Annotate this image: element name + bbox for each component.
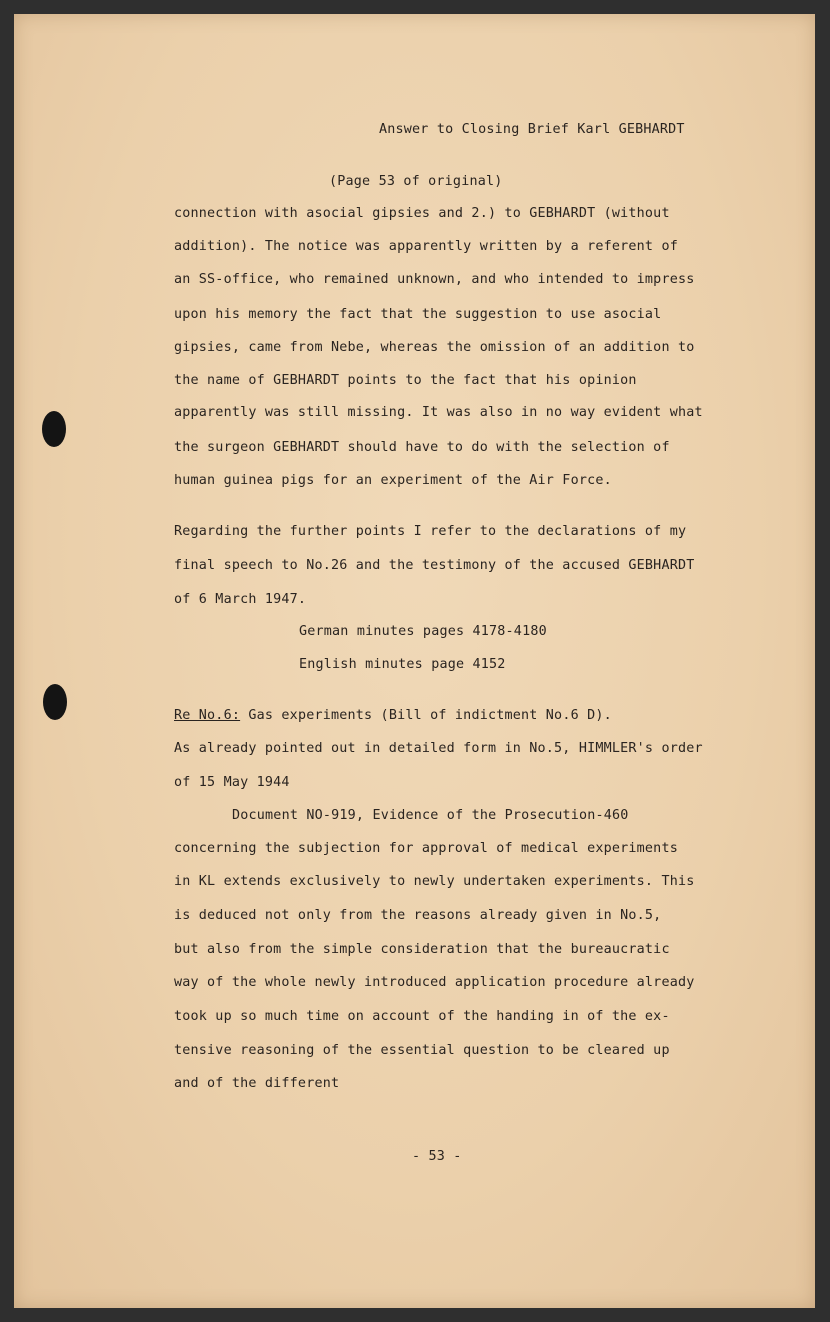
- header-title: Answer to Closing Brief Karl GEBHARDT: [379, 122, 685, 137]
- page-reference: (Page 53 of original): [329, 174, 503, 189]
- text-line: an SS-office, who remained unknown, and who intended to impress: [174, 272, 695, 287]
- text-line: addition). The notice was apparently written by a referent of: [174, 239, 678, 254]
- section-heading: [174, 708, 612, 723]
- text-line: gipsies, came from Nebe, whereas the omission of an addition to: [174, 340, 695, 355]
- text-line: of 6 March 1947.: [174, 592, 307, 607]
- page-number: - 53 -: [412, 1149, 462, 1164]
- text-line: but also from the simple consideration that the bureaucratic: [174, 942, 670, 957]
- text-line: As already pointed out in detailed form in No.5, HIMMLER's order: [174, 741, 703, 756]
- reference-english-minutes: English minutes page 4152: [299, 657, 506, 672]
- text-line: took up so much time on account of the handing in of the ex-: [174, 1009, 670, 1024]
- text-line: the surgeon GEBHARDT should have to do with the selection of: [174, 440, 670, 455]
- text-line: human guinea pigs for an experiment of the Air Force.: [174, 473, 612, 488]
- section-heading-text: Gas experiments (Bill of indictment No.6 D).: [240, 708, 612, 723]
- text-line: the name of GEBHARDT points to the fact that his opinion: [174, 373, 637, 388]
- text-line: and of the different: [174, 1076, 340, 1091]
- text-line: connection with asocial gipsies and 2.) to GEBHARDT (without: [174, 206, 670, 221]
- section-heading-label: Re No.6:: [174, 708, 241, 723]
- reference-german-minutes: German minutes pages 4178-4180: [299, 624, 547, 639]
- text-line: tensive reasoning of the essential question to be cleared up: [174, 1043, 670, 1058]
- text-line: of 15 May 1944: [174, 775, 290, 790]
- text-line: upon his memory the fact that the suggestion to use asocial: [174, 307, 662, 322]
- document-reference: Document NO-919, Evidence of the Prosecution-460: [232, 808, 629, 823]
- text-line: concerning the subjection for approval of medical experiments: [174, 841, 678, 856]
- text-line: way of the whole newly introduced application procedure already: [174, 975, 695, 990]
- document-page: [14, 14, 815, 1308]
- punch-hole-top: [42, 411, 66, 447]
- text-line: Regarding the further points I refer to the declarations of my: [174, 524, 687, 539]
- text-line: is deduced not only from the reasons already given in No.5,: [174, 908, 662, 923]
- text-line: apparently was still missing. It was also in no way evident what: [174, 405, 703, 420]
- text-line: final speech to No.26 and the testimony of the accused GEBHARDT: [174, 558, 695, 573]
- text-line: in KL extends exclusively to newly undertaken experiments. This: [174, 874, 695, 889]
- punch-hole-bottom: [43, 684, 67, 720]
